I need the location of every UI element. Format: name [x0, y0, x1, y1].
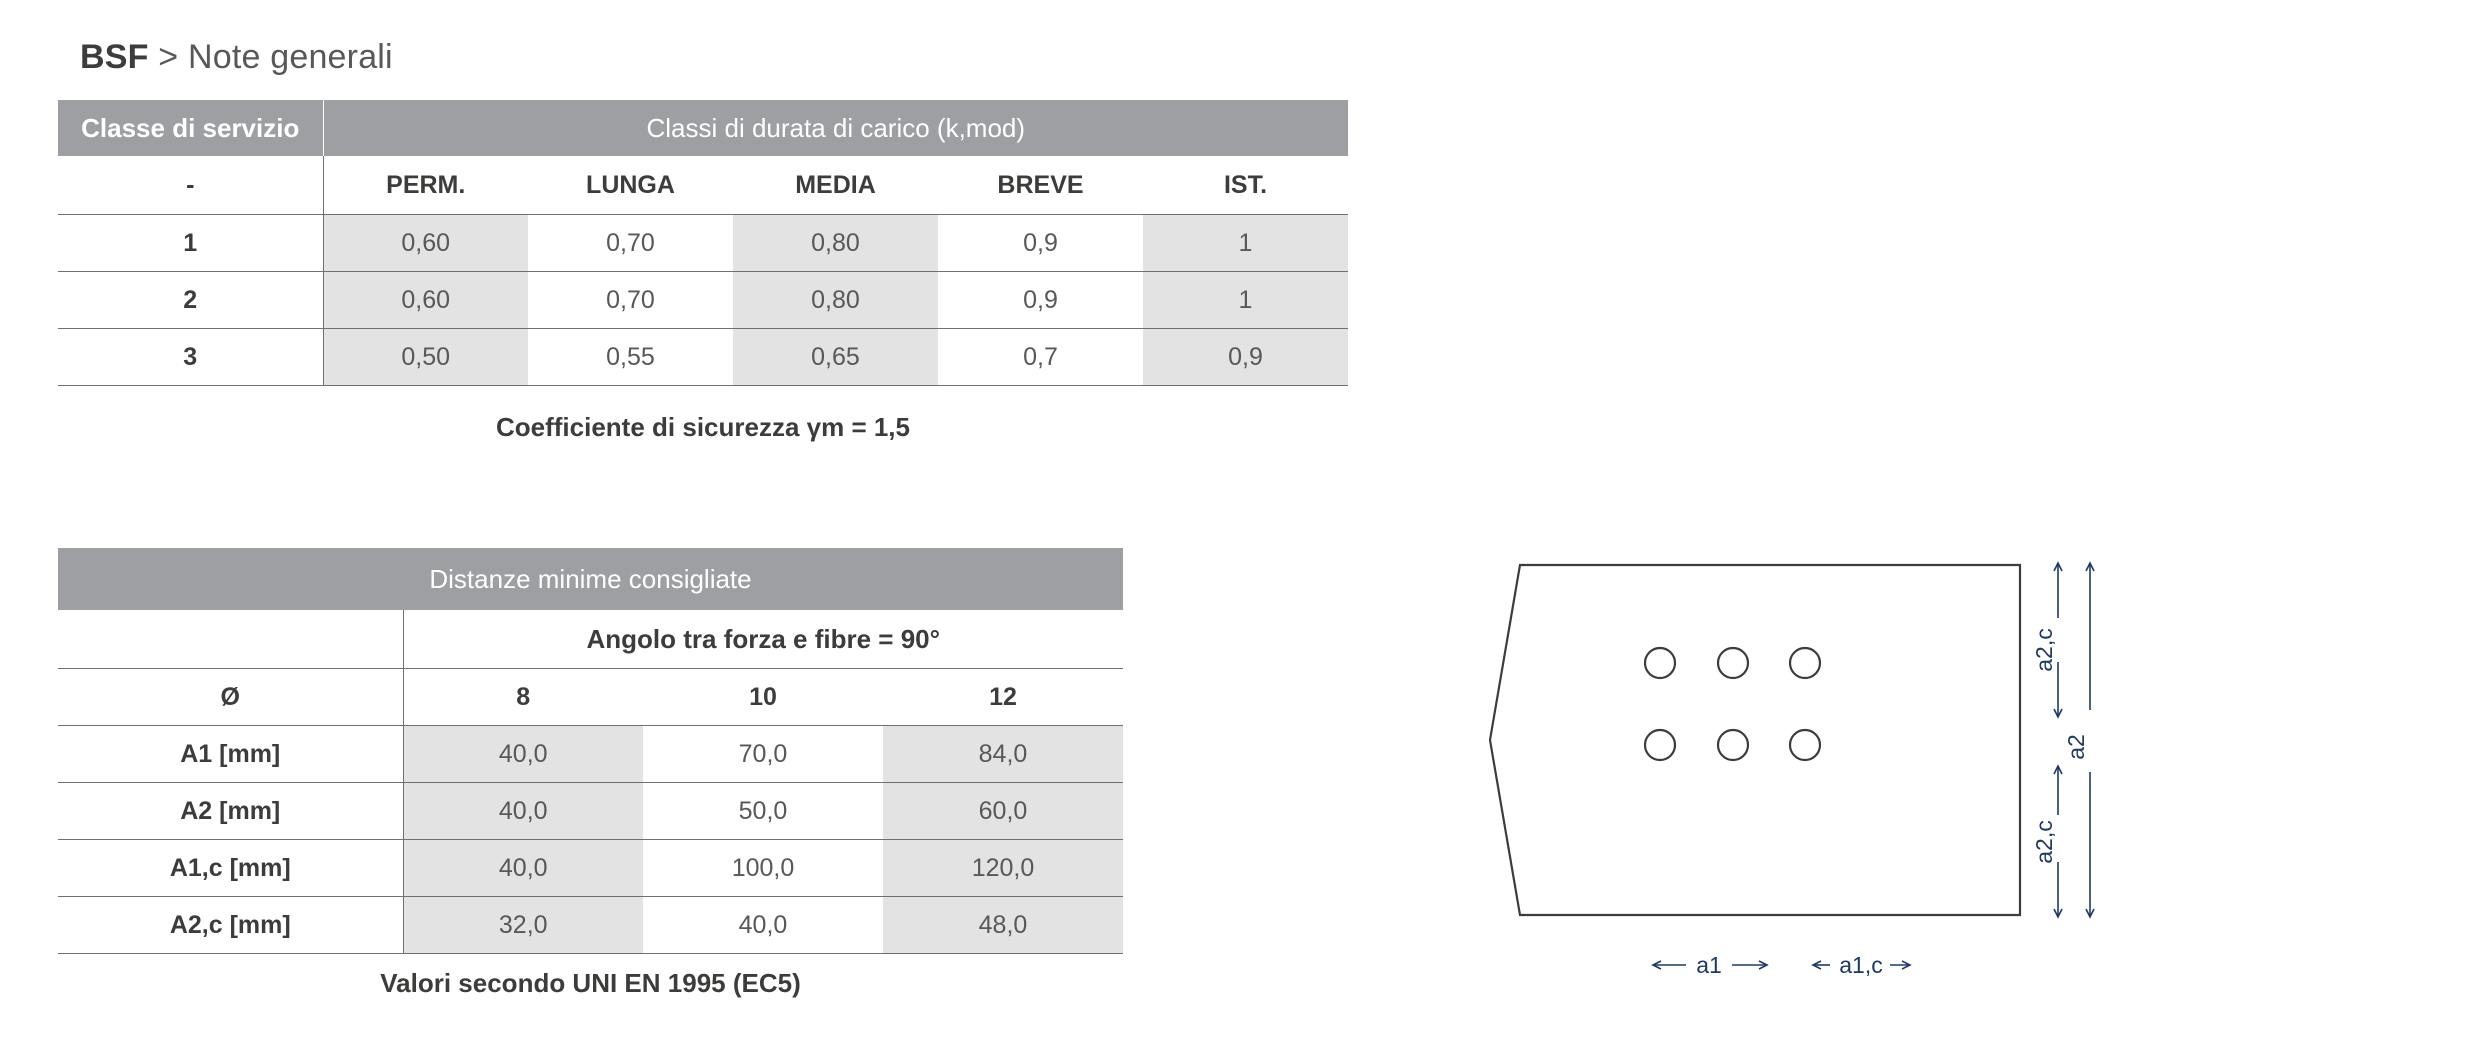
- fastener-hole: [1718, 648, 1748, 678]
- header-load-duration: Classi di durata di carico (k,mod): [323, 100, 1348, 156]
- subheader-lunga: LUNGA: [586, 170, 675, 199]
- cell-value: 0,7: [938, 329, 1143, 386]
- dim-label-a2c-top: a2,c: [2031, 628, 2057, 672]
- row-label: A1 [mm]: [58, 726, 403, 783]
- cell-value: 0,60: [323, 215, 528, 272]
- header-service-class: Classe di servizio: [58, 100, 323, 156]
- cell-value: 0,70: [528, 215, 733, 272]
- cell-value: 0,9: [938, 215, 1143, 272]
- page-title: [80, 38, 393, 77]
- angle-row-empty-cell: [58, 610, 403, 669]
- dim-label-a1c: a1,c: [1839, 952, 1883, 978]
- table-row: [58, 329, 1348, 386]
- fastener-hole: [1718, 730, 1748, 760]
- hole-group-bottom: [1645, 730, 1820, 760]
- table-header-row: [58, 100, 1348, 156]
- cell-value: 0,9: [1143, 329, 1348, 386]
- minimum-distances-table: [58, 548, 1123, 1012]
- cell-value: 1: [1143, 272, 1348, 329]
- diameter-8: 8: [403, 669, 643, 726]
- table-row: [58, 783, 1123, 840]
- cell-value: 0,80: [733, 272, 938, 329]
- table-angle-row: [58, 610, 1123, 669]
- row-label: A1,c [mm]: [58, 840, 403, 897]
- cell-value: 0,80: [733, 215, 938, 272]
- table-row: [58, 272, 1348, 329]
- subheader-media: MEDIA: [795, 170, 876, 199]
- cell-value: 40,0: [403, 840, 643, 897]
- table-footer-row: [58, 954, 1123, 1013]
- row-label: 1: [58, 215, 323, 272]
- row-label: A2,c [mm]: [58, 897, 403, 954]
- row-label: A2 [mm]: [58, 783, 403, 840]
- connection-plate-diagram: [1480, 540, 2180, 1010]
- safety-coefficient-caption: Coefficiente di sicurezza γm = 1,5: [496, 412, 910, 442]
- page-title-section: Note generali: [187, 38, 393, 76]
- cell-value: 32,0: [403, 897, 643, 954]
- service-class-table-wrapper: [58, 100, 1348, 386]
- row-label: 3: [58, 329, 323, 386]
- fastener-hole: [1645, 730, 1675, 760]
- minimum-distances-table-wrapper: [58, 548, 1123, 1012]
- table-row: [58, 897, 1123, 954]
- table-subheader-row: [58, 669, 1123, 726]
- cell-value: 0,60: [323, 272, 528, 329]
- cell-value: 60,0: [883, 783, 1123, 840]
- service-class-table: [58, 100, 1348, 386]
- cell-value: 0,50: [323, 329, 528, 386]
- page-title-code: BSF: [80, 38, 149, 76]
- diameter-10: 10: [643, 669, 883, 726]
- table-title-row: [58, 548, 1123, 610]
- table-row: [58, 215, 1348, 272]
- subheader-perm: PERM.: [323, 156, 528, 215]
- cell-value: 0,55: [528, 329, 733, 386]
- cell-value: 70,0: [643, 726, 883, 783]
- cell-value: 48,0: [883, 897, 1123, 954]
- dim-label-a2: a2: [2063, 734, 2089, 760]
- table-subheader-row: [58, 156, 1348, 215]
- fastener-hole: [1790, 730, 1820, 760]
- cell-value: 40,0: [403, 726, 643, 783]
- row-label: 2: [58, 272, 323, 329]
- dim-label-a2c-bottom: a2,c: [2031, 820, 2057, 864]
- plate-outline: [1490, 565, 2020, 915]
- angle-header: Angolo tra forza e fibre = 90°: [403, 610, 1123, 669]
- cell-value: 50,0: [643, 783, 883, 840]
- fastener-hole: [1645, 648, 1675, 678]
- cell-value: 40,0: [403, 783, 643, 840]
- cell-value: 40,0: [643, 897, 883, 954]
- page-title-separator: >: [148, 38, 188, 76]
- minimum-distances-title: Distanze minime consigliate: [58, 548, 1123, 610]
- diameter-symbol: Ø: [58, 669, 403, 726]
- table-row: [58, 726, 1123, 783]
- table-row: [58, 840, 1123, 897]
- cell-value: 0,65: [733, 329, 938, 386]
- dim-label-a1: a1: [1696, 952, 1722, 978]
- cell-value: 84,0: [883, 726, 1123, 783]
- fastener-hole: [1790, 648, 1820, 678]
- cell-value: 120,0: [883, 840, 1123, 897]
- subheader-breve: BREVE: [997, 170, 1084, 199]
- cell-value: 100,0: [643, 840, 883, 897]
- subheader-dash: -: [186, 170, 195, 199]
- standard-reference-footer: Valori secondo UNI EN 1995 (EC5): [380, 967, 801, 998]
- subheader-ist: IST.: [1223, 170, 1268, 199]
- cell-value: 0,9: [938, 272, 1143, 329]
- cell-value: 1: [1143, 215, 1348, 272]
- diameter-12: 12: [883, 669, 1123, 726]
- cell-value: 0,70: [528, 272, 733, 329]
- hole-group-top: [1645, 648, 1820, 678]
